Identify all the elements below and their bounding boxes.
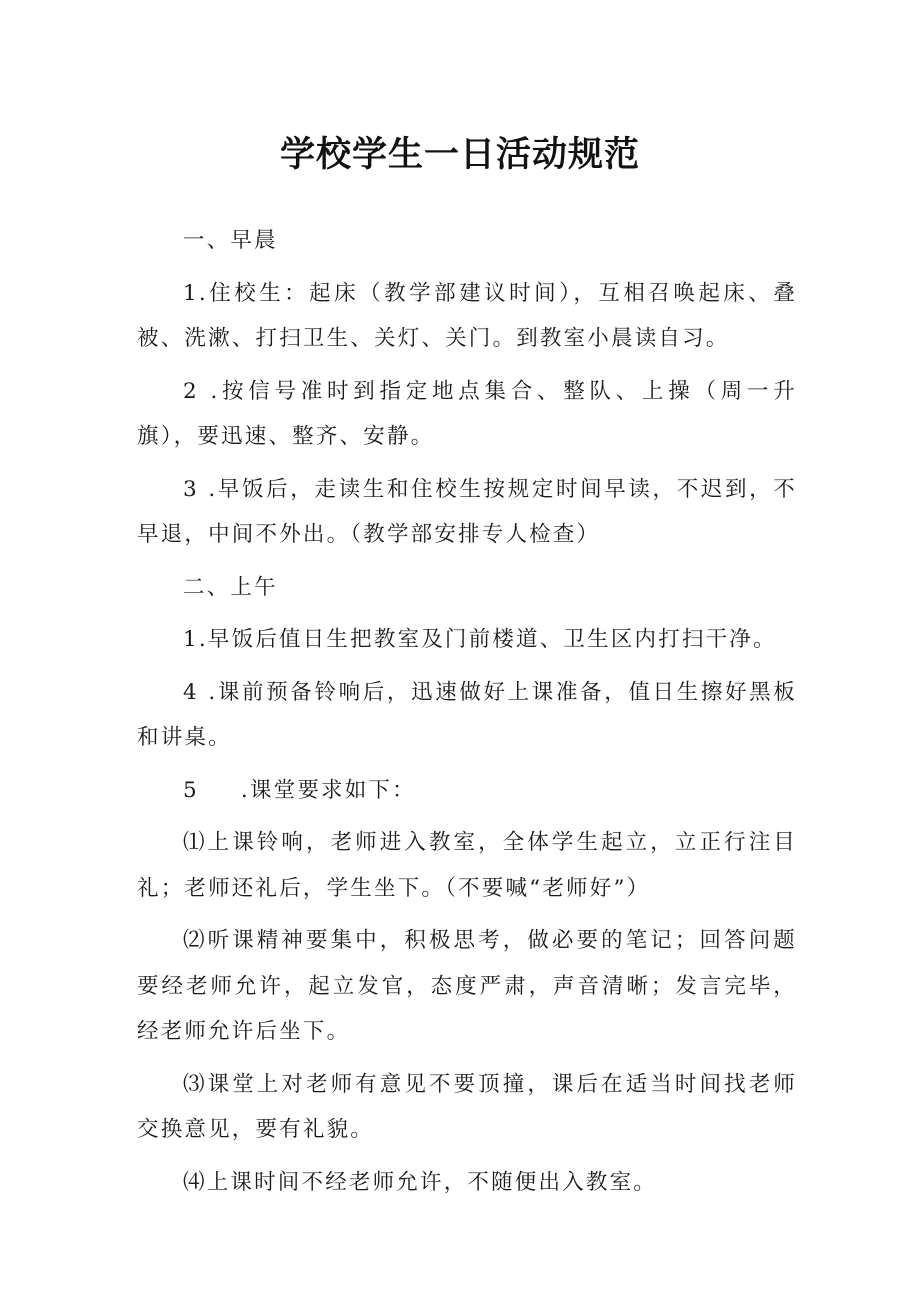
section-heading-morning: 一、早晨 [183, 228, 278, 253]
section-heading-forenoon: 二、上午 [183, 574, 278, 600]
paragraph-class-preparation: 4 .课前预备铃响后，迅速做好上课准备，值日生擦好黑板和讲桌。 [137, 679, 797, 750]
paragraph-rule-3: ⑶课堂上对老师有意见不要顶撞，课后在适当时间找老师交换意见，要有礼貌。 [137, 1071, 797, 1142]
paragraph-classroom-requirements [137, 768, 797, 814]
paragraph-assembly: 2 .按信号准时到指定地点集合、整队、上操（周一升旗），要迅速、整齐、安静。 [137, 378, 797, 449]
paragraph-morning-reading: 3 .早饭后，走读生和住校生按规定时间早读，不迟到，不早退，中间不外出。（教学部安排专人检查） [137, 476, 797, 547]
paragraph-rule-4: ⑷上课时间不经老师允许，不随便出入教室。 [183, 1169, 658, 1195]
item-text: .课堂要求如下： [240, 777, 416, 803]
document-title: 学校学生一日活动规范 [279, 135, 640, 175]
paragraph-rule-2: ⑵听课精神要集中，积极思考，做必要的笔记；回答问题要经老师允许，起立发官，态度严肃，声音清晰；发言完毕，经老师允许后坐下。 [137, 928, 797, 1044]
document-body [137, 218, 797, 1212]
paragraph-boarding-students: 1.住校生：起床（教学部建议时间），互相召唤起床、叠被、洗漱、打扫卫生、关灯、关门。到教室小晨读自习。 [137, 280, 797, 351]
item-number: 5 [183, 777, 199, 803]
paragraph-cleaning: 1.早饭后值日生把教室及门前楼道、卫生区内打扫干净。 [183, 627, 777, 652]
paragraph-rule-1: ⑴上课铃响，老师进入教室，全体学生起立，立正行注目礼；老师还礼后，学生坐下。（不要喊“老师好”） [137, 830, 797, 901]
